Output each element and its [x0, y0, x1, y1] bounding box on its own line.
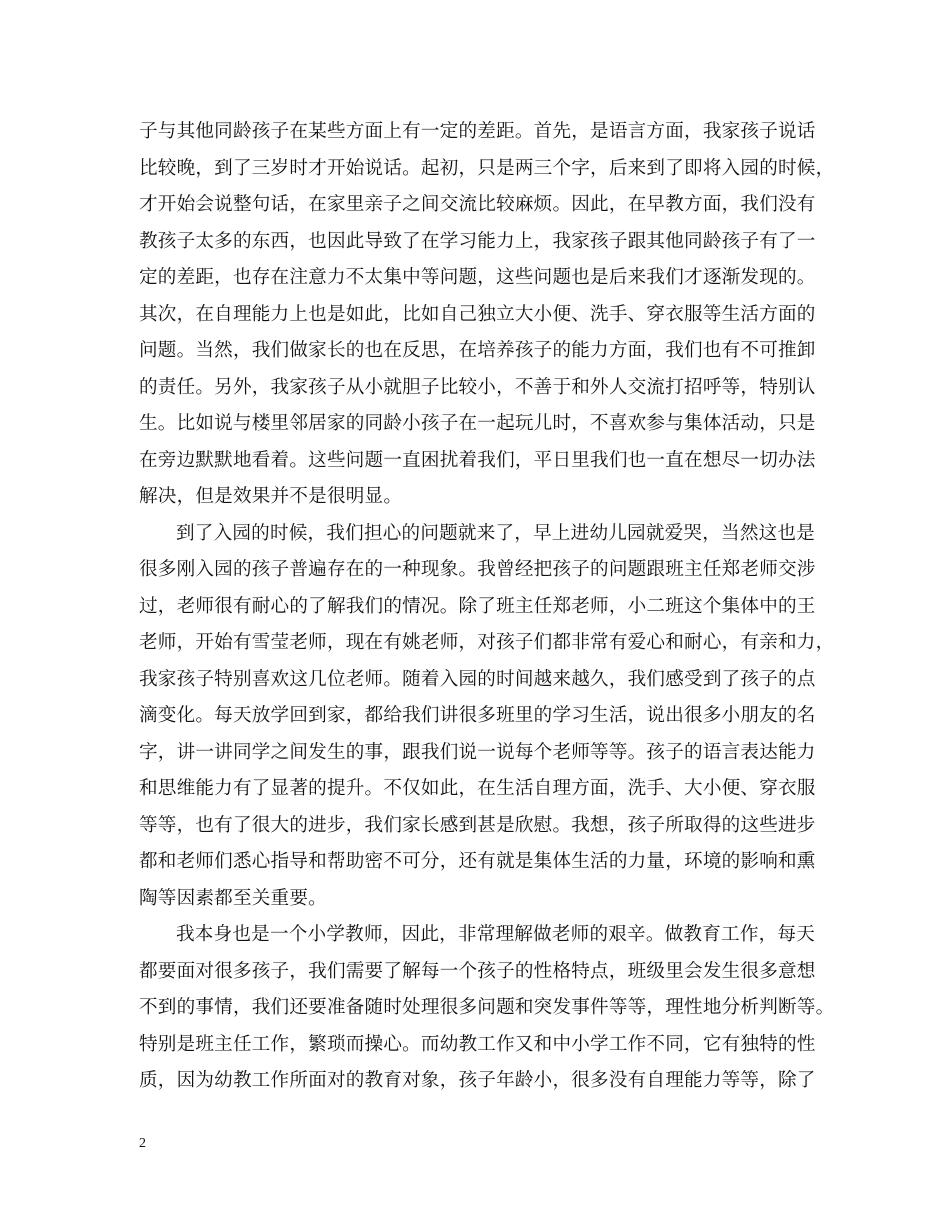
- text-line: 字，讲一讲同学之间发生的事，跟我们说一说每个老师等等。孩子的语言表达能力: [139, 741, 816, 763]
- page-number: 2: [139, 1136, 146, 1151]
- text-line: 老师，开始有雪莹老师，现在有姚老师，对孩子们都非常有爱心和耐心，有亲和力，: [139, 632, 835, 653]
- text-line: 滴变化。每天放学回到家，都给我们讲很多班里的学习生活，说出很多小朋友的名: [139, 705, 816, 726]
- text-line: 生。比如说与楼里邻居家的同龄小孩子在一起玩儿时，不喜欢参与集体活动，只是: [139, 413, 816, 434]
- text-line: 很多刚入园的孩子普遍存在的一种现象。我曾经把孩子的问题跟班主任郑老师交涉: [139, 559, 816, 580]
- text-line: 不到的事情，我们还要准备随时处理很多问题和突发事件等等，理性地分析判断等。: [139, 997, 835, 1018]
- text-line: 我家孩子特别喜欢这几位老师。随着入园的时间越来越久，我们感受到了孩子的点: [139, 668, 816, 690]
- text-line: 的责任。另外，我家孩子从小就胆子比较小，不善于和外人交流打招呼等，特别认: [139, 376, 816, 398]
- text-line: 都要面对很多孩子，我们需要了解每一个孩子的性格特点，班级里会发生很多意想: [139, 960, 816, 982]
- text-line: 和思维能力有了显著的提升。不仅如此，在生活自理方面，洗手、大小便、穿衣服: [139, 778, 816, 799]
- paragraph-first-line: 我本身也是一个小学教师，因此，非常理解做老师的艰辛。做教育工作，每天: [176, 924, 815, 945]
- text-line: 陶等因素都至关重要。: [139, 887, 327, 909]
- text-line: 定的差距，也存在注意力不太集中等问题，这些问题也是后来我们才逐渐发现的。: [139, 267, 816, 288]
- text-line: 在旁边默默地看着。这些问题一直困扰着我们，平日里我们也一直在想尽一切办法: [139, 449, 816, 471]
- text-line: 教孩子太多的东西，也因此导致了在学习能力上，我家孩子跟其他同龄孩子有了一: [139, 230, 816, 252]
- text-line: 解决，但是效果并不是很明显。: [139, 486, 403, 507]
- text-line: 才开始会说整句话，在家里亲子之间交流比较麻烦。因此，在早教方面，我们没有: [139, 194, 816, 215]
- text-line: 其次，在自理能力上也是如此，比如自己独立大小便、洗手、穿衣服等生活方面的: [139, 303, 816, 325]
- body-text: [139, 114, 835, 1100]
- text-line: 都和老师们悉心指导和帮助密不可分，还有就是集体生活的力量，环境的影响和熏: [139, 851, 816, 872]
- text-line: 等等，也有了很大的进步，我们家长感到甚是欣慰。我想，孩子所取得的这些进步: [139, 814, 816, 836]
- text-line: 子与其他同龄孩子在某些方面上有一定的差距。首先，是语言方面，我家孩子说话: [139, 121, 816, 142]
- text-line: 比较晚，到了三岁时才开始说话。起初，只是两三个字，后来到了即将入园的时候，: [139, 157, 835, 179]
- text-line: 过，老师很有耐心的了解我们的情况。除了班主任郑老师，小二班这个集体中的王: [139, 595, 816, 617]
- paragraph-first-line: 到了入园的时候，我们担心的问题就来了，早上进幼儿园就爱哭，当然这也是: [176, 522, 815, 544]
- text-line: 特别是班主任工作，繁琐而操心。而幼教工作又和中小学工作不同，它有独特的性: [139, 1033, 816, 1055]
- text-line: 问题。当然，我们做家长的也在反思，在培养孩子的能力方面，我们也有不可推卸: [139, 340, 816, 361]
- text-line: 质，因为幼教工作所面对的教育对象，孩子年龄小，很多没有自理能力等等，除了: [139, 1070, 816, 1091]
